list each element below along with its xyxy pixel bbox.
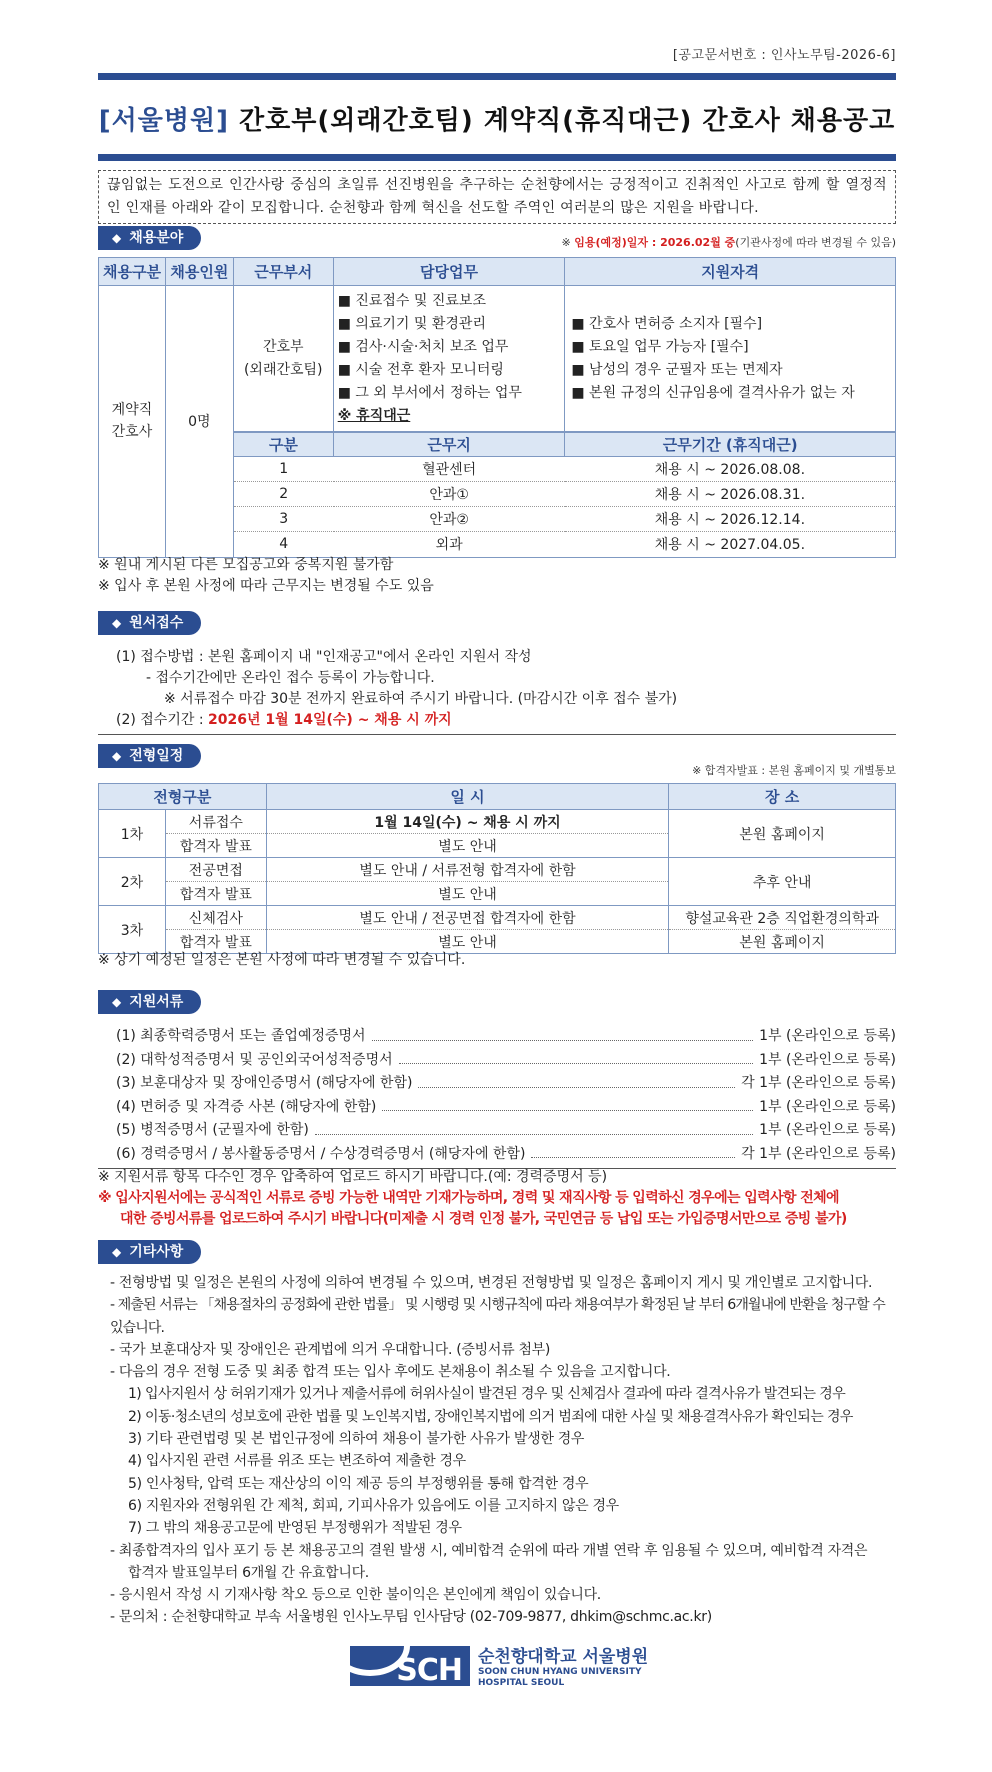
table-row: 3 안과② 채용 시 ~ 2026.12.14. xyxy=(234,507,895,532)
list-item: - 다음의 경우 전형 도중 및 최종 합격 또는 입사 후에도 본채용이 취소될 수 있음을 고지합니다. xyxy=(110,1364,671,1381)
apply-block: (1) 접수방법 : 본원 홈페이지 내 "인재공고"에서 온라인 지원서 작성 - 접수기간에만 온라인 접수 등록이 가능합니다. ※ 서류접수 마감 30분 전까지 완료하여 주시기 바랍니다. (마감시간 이후 접수 불가) (2) 접수기간 : 2026년 1월 14일(수) ~ 채용 시 까지 xyxy=(98,647,896,735)
schedule-note: ※ 합격자발표 : 본원 홈페이지 및 개별통보 xyxy=(692,764,896,777)
list-item: 1) 입사지원서 상 허위기재가 있거나 제출서류에 허위사실이 발견된 경우 및 신체검사 결과에 따라 결격사유가 발견되는 경우 xyxy=(128,1386,846,1403)
diamond-icon: ◆ xyxy=(112,995,122,1009)
logo-name-ko: 순천향대학교 서울병원 xyxy=(478,1647,649,1667)
table-row: 1 혈관센터 채용 시 ~ 2026.08.08. xyxy=(234,457,895,482)
department: 간호부 (외래간호팀) xyxy=(233,286,333,432)
duty-item: ■ 그 외 부서에서 정하는 업무 xyxy=(337,384,522,401)
list-item: (5) 병적증명서 (군필자에 한함) 1부 (온라인으로 등록) xyxy=(116,1119,896,1143)
job-category: 계약직 간호사 xyxy=(99,286,166,558)
schedule-footnote: ※ 상기 예정된 일정은 본원 사정에 따라 변경될 수 있습니다. xyxy=(98,952,466,968)
sch-logo-mark: SCH xyxy=(350,1646,470,1686)
list-item: 2) 이동·청소년의 성보호에 관한 법률 및 노인복지법, 장애인복지법에 의거 범죄에 대한 사실 및 채용결격사유가 확인되는 경우 xyxy=(128,1408,853,1425)
duty-item: ■ 검사·시술·처치 보조 업무 xyxy=(337,338,509,355)
field-header: 채용인원 xyxy=(165,258,233,286)
table-row: 4 외과 채용 시 ~ 2027.04.05. xyxy=(234,532,895,557)
list-item: 5) 인사청탁, 압력 또는 재산상의 이익 제공 등의 부정행위를 통해 합격한 경우 xyxy=(128,1475,589,1492)
duty-item: ■ 시술 전후 환자 모니터링 xyxy=(337,361,504,378)
list-item: (6) 경력증명서 / 봉사활동증명서 / 수상경력증명서 (해당자에 한함) 각 1부 (온라인으로 등록) xyxy=(116,1143,896,1167)
list-item: (1) 최종학력증명서 또는 졸업예정증명서 1부 (온라인으로 등록) xyxy=(116,1025,896,1049)
duty-note: ※ 휴직대근 xyxy=(337,407,411,424)
table-row: 2 안과① 채용 시 ~ 2026.08.31. xyxy=(234,482,895,507)
qualification-item: ■ 본원 규정의 신규임용에 결격사유가 없는 자 xyxy=(571,384,855,401)
top-rule xyxy=(98,73,896,80)
sub-header: 근무지 xyxy=(334,433,565,457)
qualification-item: ■ 토요일 업무 가능자 [필수] xyxy=(571,338,749,355)
logo-name-en: HOSPITAL SEOUL xyxy=(478,1678,565,1688)
section-schedule-heading: ◆ 전형일정 xyxy=(98,744,201,768)
list-item: 4) 입사지원 관련 서류를 위조 또는 변조하여 제출한 경우 xyxy=(128,1453,466,1470)
workplace-subtable xyxy=(234,432,895,557)
list-item: - 국가 보훈대상자 및 장애인은 관계법에 의거 우대합니다. (증빙서류 첨부) xyxy=(110,1341,551,1358)
list-item: - 제출된 서류는 「채용절차의 공정화에 관한 법률」 및 시행령 및 시행규칙에 따라 채용여부가 확정된 날 부터 6개월내에 반환을 청구할 수 있습니다. xyxy=(110,1297,885,1336)
section-apply-heading: ◆ 원서접수 xyxy=(98,611,201,635)
field-notes: ※ 원내 게시된 다른 모집공고와 중복지원 불가함 ※ 입사 후 본원 사정에 따라 근무지는 변경될 수도 있음 xyxy=(98,557,434,594)
table-row: 1차 서류접수 1월 14일(수) ~ 채용 시 까지 본원 홈페이지 xyxy=(99,810,896,834)
field-header: 채용구분 xyxy=(99,258,166,286)
list-item: - 전형방법 및 일정은 본원의 사정에 의하여 변경될 수 있으며, 변경된 전형방법 및 일정은 홈페이지 게시 및 개인별로 고지합니다. xyxy=(110,1275,873,1291)
duties-cell xyxy=(333,286,565,432)
duty-item: ■ 의료기기 및 환경관리 xyxy=(337,315,486,332)
appointment-date-note: ※ 임용(예정)일자 : 2026.02월 중(기관사정에 따라 변경될 수 있음) xyxy=(561,236,896,249)
list-item: 3) 기타 관련법령 및 본 법인규정에 의하여 채용이 불가한 사유가 발생한 경우 xyxy=(128,1431,585,1448)
diamond-icon: ◆ xyxy=(112,231,122,245)
table-row: 3차 신체검사 별도 안내 / 전공면접 합격자에 한함 향설교육관 2층 직업환경의학과 xyxy=(99,906,896,930)
schedule-header: 일 시 xyxy=(266,784,668,810)
etc-list xyxy=(110,1272,896,1629)
list-item: - 문의처 : 순천향대학교 부속 서울병원 인사노무팀 인사담당 (02-709-9877, dhkim@schmc.ac.kr) xyxy=(110,1609,712,1626)
diamond-icon: ◆ xyxy=(112,616,122,630)
section-etc-heading: ◆ 기타사항 xyxy=(98,1240,201,1264)
list-item: 6) 지원자와 전형위원 간 제척, 회피, 기피사유가 있음에도 이를 고지하지 않은 경우 xyxy=(128,1497,619,1514)
list-item: 7) 그 밖의 채용공고문에 반영된 부정행위가 적발된 경우 xyxy=(128,1520,462,1537)
list-item: - 응시원서 작성 시 기재사항 착오 등으로 인한 불이익은 본인에게 책임이 있습니다. xyxy=(110,1587,601,1604)
docs-list xyxy=(98,1025,896,1169)
workplace-subtable-cell xyxy=(233,432,895,558)
table-row: 합격자 발표 별도 안내 xyxy=(99,834,896,858)
document-number: [공고문서번호 : 인사노무팀-2026-6] xyxy=(672,48,896,63)
list-item: (3) 보훈대상자 및 장애인증명서 (해당자에 한함) 각 1부 (온라인으로 등록) xyxy=(116,1072,896,1096)
list-item: 합격자 발표일부터 6개월 간 유효합니다. xyxy=(128,1564,369,1581)
qualification-item: ■ 남성의 경우 군필자 또는 면제자 xyxy=(571,361,783,378)
hospital-logo xyxy=(350,1642,648,1689)
qualifications-cell xyxy=(565,286,896,432)
qualification-item: ■ 간호사 면허증 소지자 [필수] xyxy=(571,315,763,332)
table-row: 합격자 발표 별도 안내 xyxy=(99,882,896,906)
section-field-heading: ◆ 채용분야 xyxy=(98,226,201,250)
list-item: - 최종합격자의 입사 포기 등 본 채용공고의 결원 발생 시, 예비합격 순위에 따라 개별 연락 후 임용될 수 있으며, 예비합격 자격은 xyxy=(110,1542,868,1559)
hire-count: 0명 xyxy=(165,286,233,558)
sub-header: 구분 xyxy=(234,433,334,457)
diamond-icon: ◆ xyxy=(112,749,122,763)
page-title xyxy=(98,100,896,137)
intro-box: 끊임없는 도전으로 인간사랑 중심의 초일류 선진병원을 추구하는 순천향에서는 긍정적이고 진취적인 사고로 함께 할 열정적인 인재를 아래와 같이 모집합니다. 순천향과 함께 혁신을 선도할 주역인 여러분의 많은 지원을 바랍니다. xyxy=(98,170,896,224)
field-header: 담당업무 xyxy=(333,258,565,286)
table-row: 2차 전공면접 별도 안내 / 서류전형 합격자에 한함 추후 안내 xyxy=(99,858,896,882)
field-table xyxy=(98,257,896,558)
schedule-header: 장 소 xyxy=(669,784,896,810)
logo-name-en: SOON CHUN HYANG UNIVERSITY xyxy=(478,1667,642,1677)
field-header: 근무부서 xyxy=(233,258,333,286)
title-rest: 간호부(외래간호팀) 계약직(휴직대근) 간호사 채용공고 xyxy=(228,106,896,136)
duty-item: ■ 진료접수 및 진료보조 xyxy=(337,292,486,309)
schedule-header: 전형구분 xyxy=(99,784,267,810)
list-item: (4) 면허증 및 자격증 사본 (해당자에 한함) 1부 (온라인으로 등록) xyxy=(116,1096,896,1120)
section-docs-heading: ◆ 지원서류 xyxy=(98,990,201,1014)
list-item: (2) 대학성적증명서 및 공인외국어성적증명서 1부 (온라인으로 등록) xyxy=(116,1049,896,1073)
apply-period: 2026년 1월 14일(수) ~ 채용 시 까지 xyxy=(208,712,452,728)
sub-header: 근무기간 (휴직대근) xyxy=(565,433,895,457)
table-row: 합격자 발표 별도 안내 본원 홈페이지 xyxy=(99,930,896,954)
docs-warnings: ※ 지원서류 항목 다수인 경우 압축하여 업로드 하시기 바랍니다.(예: 경력증명서 등) ※ 입사지원서에는 공식적인 서류로 증빙 가능한 내역만 기재가능하며, 경력 및 재직사항 등 입력하신 경우에는 입력사항 전체에 대한 증빙서류를 업로드하여 주시기 바랍니다(미제출 시 경력 인정 불가, 국민연금 등 납입 또는 가입증명서만으로 증빙 불가) xyxy=(98,1169,847,1227)
title-hospital: [서울병원] xyxy=(98,106,229,136)
schedule-table xyxy=(98,783,896,954)
diamond-icon: ◆ xyxy=(112,1245,122,1259)
title-rule xyxy=(98,154,896,161)
field-header: 지원자격 xyxy=(565,258,896,286)
